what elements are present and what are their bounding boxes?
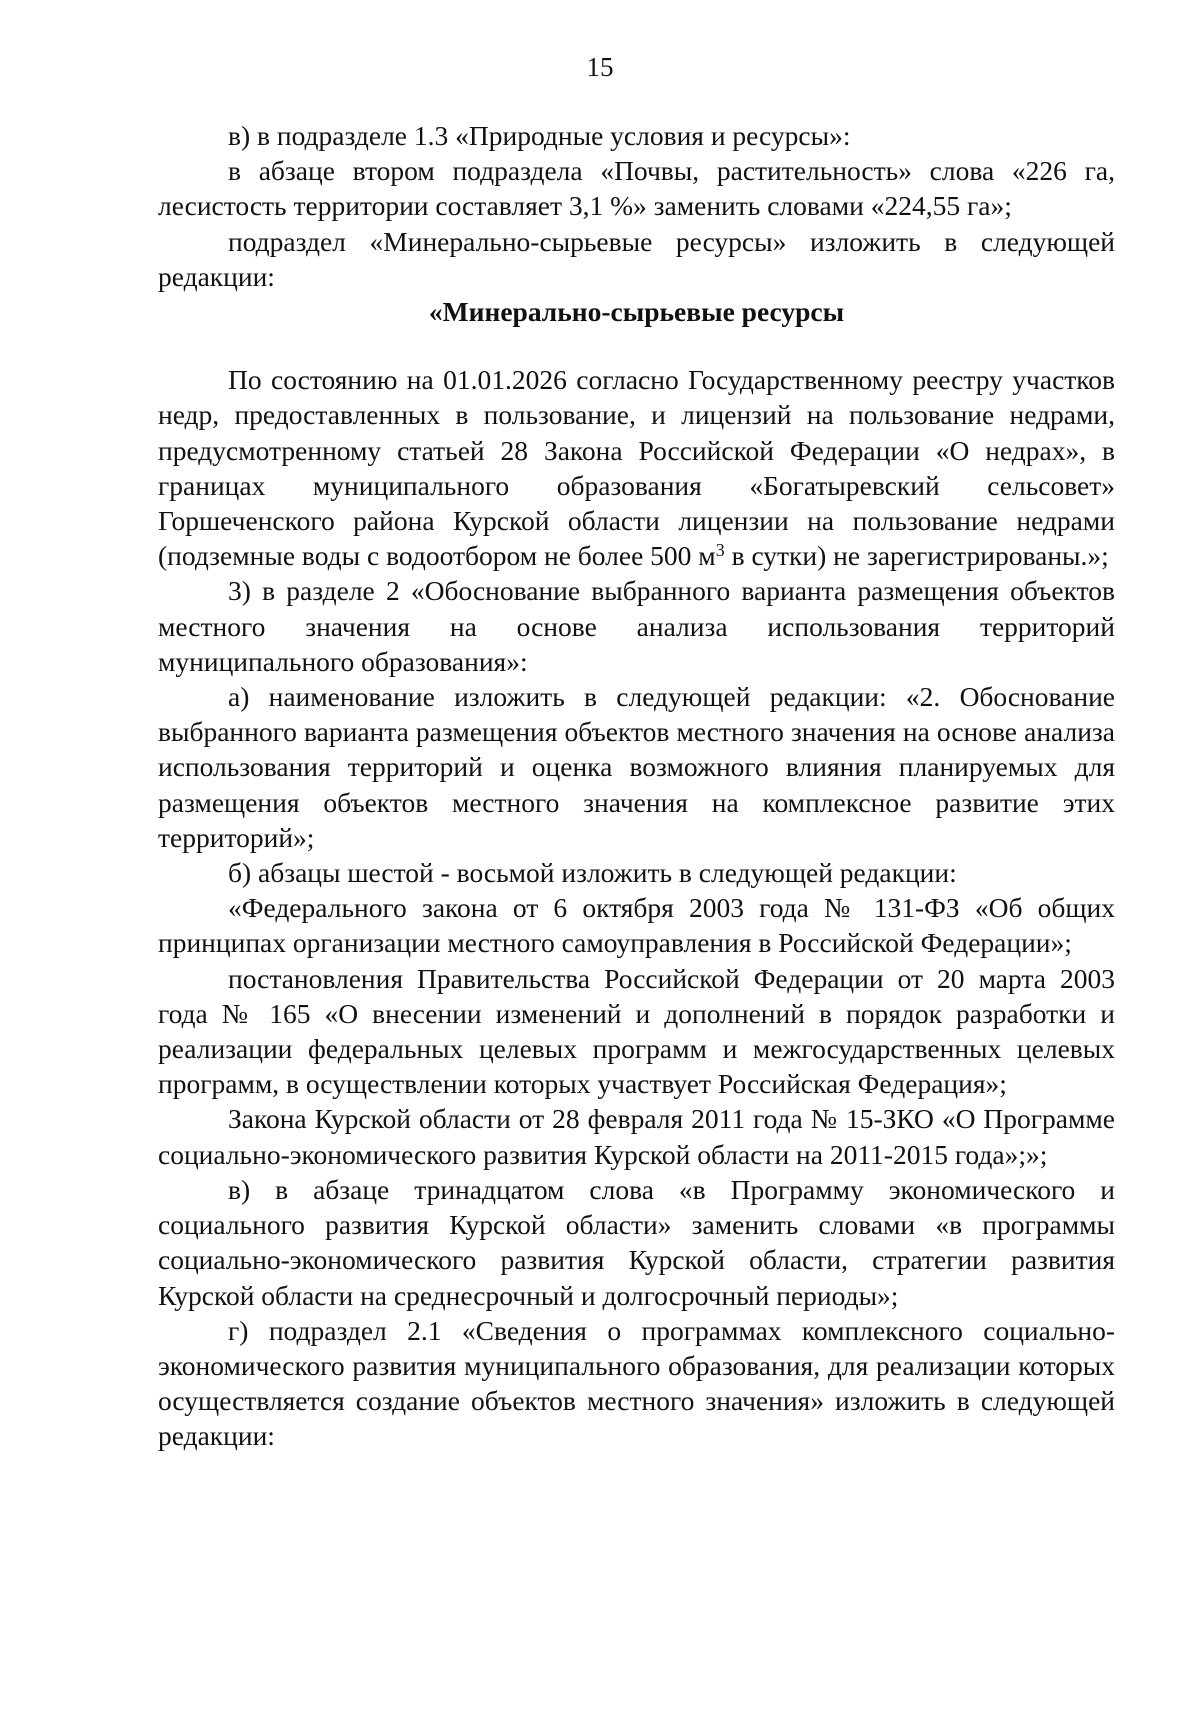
paragraph-subsoil-licenses-end: в сутки) не зарегистрированы.»; [724, 540, 1109, 572]
paragraph-federal-law: «Федерального закона от 6 октября 2003 года № 131-ФЗ «Об общих принципах организации местного самоуправления в Российской Федерации»; [158, 892, 1115, 959]
paragraph-mineral-resources-intro: подраздел «Минерально-сырьевые ресурсы» изложить в следующей редакции: [158, 225, 1115, 292]
paragraph-kursk-law: Закона Курской области от 28 февраля 2011 года № 15-ЗКО «О Программе социально-экономического развития Курской области на 2011-2015 года»;»; [158, 1103, 1115, 1170]
paragraph-government-decree: постановления Правительства Российской Федерации от 20 марта 2003 года № 165 «О внесении изменений и дополнений в порядок разработки и реализации федеральных целевых программ и межгосударственных целевых программ, в осуществлении которых участвует Российская Федерация»; [158, 962, 1115, 1100]
paragraph-name-change: а) наименование изложить в следующей редакции: «2. Обоснование выбранного варианта размещения объектов местного значения на основе анализа использования территорий и оценка возможного влияния планируемых для размещения объектов местного значения на комплексное развитие этих территорий»; [158, 681, 1115, 853]
paragraph-subsection-1-3: в) в подразделе 1.3 «Природные условия и ресурсы»: [228, 120, 851, 151]
section-heading: «Минерально-сырьевые ресурсы [428, 296, 845, 328]
superscript-cubic: 3 [715, 540, 725, 561]
page-number: 15 [586, 52, 614, 82]
paragraph-abzac-13: в) в абзаце тринадцатом слова «в Программу экономического и социального развития Курской области» заменить словами «в программы социально-экономического развития Курской области, стратегии развития Курской области на среднесрочный и долгосрочный периоды»; [158, 1173, 1115, 1311]
paragraph-section-2: 3) в разделе 2 «Обоснование выбранного варианта размещения объектов местного значения на основе анализа использования территорий муниципального образования»: [158, 575, 1115, 677]
paragraph-soils-vegetation: в абзаце втором подраздела «Почвы, растительность» слова «226 га, лесистость территории составляет 3,1 %» заменить словами «224,55 га»; [158, 155, 1115, 222]
paragraph-subsection-2-1: г) подраздел 2.1 «Сведения о программах комплексного социально-экономического развития муниципального образования, для реализации которых осуществляется создание объектов местного значения» изложить в следующей редакции: [158, 1314, 1115, 1452]
paragraph-abzacy: б) абзацы шестой - восьмой изложить в следующей редакции: [228, 857, 957, 889]
document-body [158, 118, 1115, 1454]
paragraph-subsoil-licenses-text: По состоянию на 01.01.2026 согласно Государственному реестру участков недр, предоставленных в пользование, и лицензий на пользование недрами, предусмотренному статьей 28 Закона Российской Федерации «О недрах», в границах муниципального образования «Богатыревский сельсовет» Горшеченского района Курской области лицензии на пользование недрами (подземные воды с водоотбором не более 500 м [158, 364, 1115, 572]
paragraph-subsoil-licenses [158, 362, 1115, 573]
